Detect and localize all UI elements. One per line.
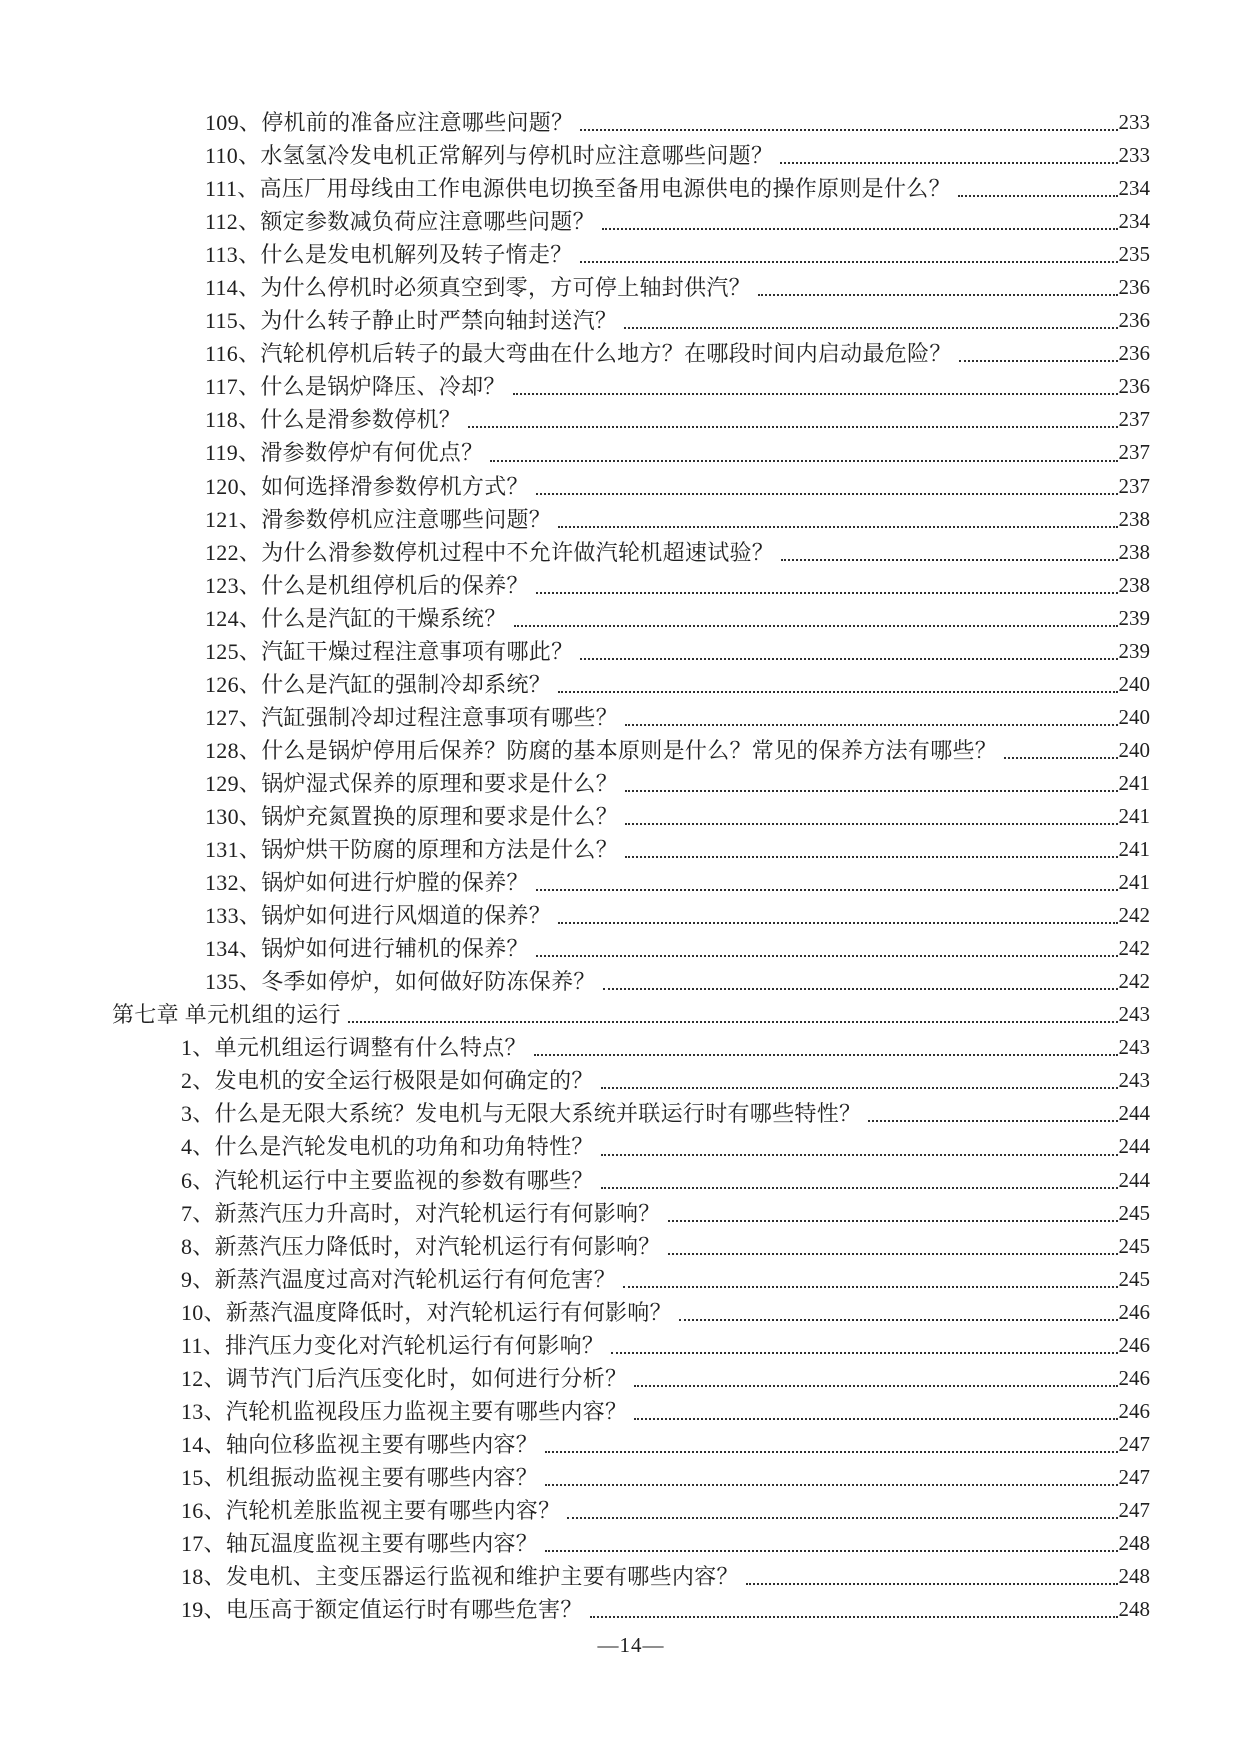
toc-entry-row xyxy=(205,965,1150,998)
toc-entry-title: 109、停机前的准备应注意哪些问题？ xyxy=(205,110,574,135)
toc-entry-title: 8、新蒸汽压力降低时，对汽轮机运行有何影响？ xyxy=(181,1233,661,1259)
toc-entry-title: 113、什么是发电机解列及转子惰走？ xyxy=(205,242,573,268)
toc-entry-title: 133、锅炉如何进行风烟道的保养？ xyxy=(205,903,552,929)
toc-entry-row xyxy=(205,106,1150,139)
toc-entry-row xyxy=(181,1593,1150,1626)
toc-entry-title: 130、锅炉充氮置换的原理和要求是什么？ xyxy=(205,803,619,829)
toc-entry-row xyxy=(205,602,1150,635)
dot-leader xyxy=(490,460,1117,462)
dot-leader xyxy=(780,162,1117,164)
toc-entry-title: 120、如何选择滑参数停机方式？ xyxy=(205,473,529,499)
toc-page-number: 238 xyxy=(1118,572,1150,597)
toc-entry-row xyxy=(205,304,1150,337)
toc-page-number: 236 xyxy=(1118,308,1150,333)
toc-entry-row xyxy=(181,1461,1150,1494)
toc-entry-title: 123、什么是机组停机后的保养？ xyxy=(205,572,529,598)
toc-entry-row xyxy=(205,172,1150,205)
toc-page-number: 247 xyxy=(1118,1497,1150,1522)
dot-leader xyxy=(534,1054,1118,1056)
toc-entry-title: 131、锅炉烘干防腐的原理和方法是什么？ xyxy=(205,837,619,863)
toc-page-number: 247 xyxy=(1118,1464,1150,1489)
toc-entry-row xyxy=(205,139,1150,172)
toc-entry-title: 115、为什么转子静止时严禁向轴封送汽？ xyxy=(205,308,618,334)
toc-entry-title: 2、发电机的安全运行极限是如何确定的？ xyxy=(181,1068,594,1094)
toc-entry-row xyxy=(181,1031,1150,1064)
dot-leader xyxy=(536,889,1118,891)
dot-leader xyxy=(623,1286,1117,1288)
dot-leader xyxy=(758,294,1118,296)
toc-entry-row xyxy=(181,1494,1150,1527)
dot-leader xyxy=(536,592,1118,594)
toc-page-number: 242 xyxy=(1118,969,1150,994)
dot-leader xyxy=(601,1154,1118,1156)
toc-entry-title: 19、电压高于额定值运行时有哪些危害？ xyxy=(181,1597,583,1623)
dot-leader xyxy=(1004,757,1117,759)
toc-page-number: 238 xyxy=(1118,539,1150,564)
toc-entry-title: 121、滑参数停机应注意哪些问题？ xyxy=(205,506,552,532)
toc-entry-row xyxy=(181,1395,1150,1428)
toc-entry-title: 3、什么是无限大系统？发电机与无限大系统并联运行时有哪些特性？ xyxy=(181,1101,862,1127)
dot-leader xyxy=(959,360,1118,362)
toc-entry-row xyxy=(205,899,1150,932)
toc-entry-title: 125、汽缸干燥过程注意事项有哪此？ xyxy=(205,638,574,664)
toc-entry-title: 11、排汽压力变化对汽轮机运行有何影响？ xyxy=(181,1332,605,1358)
toc-page-number: 246 xyxy=(1118,1365,1150,1390)
toc-entry-row xyxy=(181,1263,1150,1296)
toc-entry-row xyxy=(205,668,1150,701)
toc-page-number: 242 xyxy=(1118,903,1150,928)
dot-leader xyxy=(679,1319,1118,1321)
dot-leader xyxy=(625,790,1117,792)
toc-entry-row xyxy=(205,569,1150,602)
toc-entry-row xyxy=(181,1164,1150,1197)
dot-leader xyxy=(545,1484,1117,1486)
toc-entry-title: 7、新蒸汽压力升高时，对汽轮机运行有何影响？ xyxy=(181,1200,661,1226)
dot-leader xyxy=(781,559,1117,561)
toc-page-number: 244 xyxy=(1118,1101,1150,1126)
toc-entry-row xyxy=(205,701,1150,734)
dot-leader xyxy=(580,129,1117,131)
toc-page-number: 248 xyxy=(1118,1531,1150,1556)
toc-chapter-title: 第七章 单元机组的运行 xyxy=(112,1002,341,1028)
dot-leader xyxy=(567,1517,1117,1519)
dot-leader xyxy=(668,1253,1118,1255)
toc-page-number: 233 xyxy=(1118,110,1150,134)
dot-leader xyxy=(513,393,1118,395)
toc-page-number: 240 xyxy=(1118,737,1150,762)
dot-leader xyxy=(348,1021,1118,1023)
toc-entry-row xyxy=(205,503,1150,536)
toc-entry-title: 132、锅炉如何进行炉膛的保养？ xyxy=(205,870,529,896)
toc-entry-title: 4、什么是汽轮发电机的功角和功角特性？ xyxy=(181,1134,594,1160)
toc-page-number: 244 xyxy=(1118,1134,1150,1159)
toc-entry-row xyxy=(205,635,1150,668)
toc-entry-title: 112、额定参数减负荷应注意哪些问题？ xyxy=(205,209,595,235)
toc-entry-title: 111、高压厂用母线由工作电源供电切换至备用电源供电的操作原则是什么？ xyxy=(205,176,951,202)
dot-leader xyxy=(634,1385,1117,1387)
dot-leader xyxy=(601,1187,1118,1189)
toc-page-number: 236 xyxy=(1118,341,1150,366)
toc-entry-title: 129、锅炉湿式保养的原理和要求是什么？ xyxy=(205,770,619,796)
table-of-contents xyxy=(112,106,1150,1658)
dot-leader xyxy=(625,856,1117,858)
toc-page-number: 248 xyxy=(1118,1564,1150,1589)
toc-entry-title: 9、新蒸汽温度过高对汽轮机运行有何危害？ xyxy=(181,1266,617,1292)
dot-leader xyxy=(746,1583,1118,1585)
toc-page-number: 237 xyxy=(1118,440,1150,465)
dot-leader xyxy=(580,658,1117,660)
toc-page-number: 237 xyxy=(1118,473,1150,498)
dot-leader xyxy=(558,526,1117,528)
dot-leader xyxy=(590,1616,1118,1618)
dot-leader xyxy=(611,1352,1117,1354)
toc-entry-row xyxy=(205,238,1150,271)
toc-entry-row xyxy=(205,767,1150,800)
toc-entry-row xyxy=(205,536,1150,569)
dot-leader xyxy=(558,922,1117,924)
toc-entry-title: 15、机组振动监视主要有哪些内容？ xyxy=(181,1464,539,1490)
toc-entry-row xyxy=(181,1130,1150,1163)
toc-entry-row xyxy=(181,1362,1150,1395)
dot-leader xyxy=(625,724,1117,726)
toc-entry-row xyxy=(205,470,1150,503)
toc-entry-title: 6、汽轮机运行中主要监视的参数有哪些？ xyxy=(181,1167,594,1193)
toc-page-number: 240 xyxy=(1118,704,1150,729)
toc-entry-row xyxy=(205,337,1150,370)
toc-entry-title: 13、汽轮机监视段压力监视主要有哪些内容？ xyxy=(181,1398,628,1424)
toc-list xyxy=(112,106,1150,1626)
dot-leader xyxy=(634,1418,1117,1420)
dot-leader xyxy=(668,1220,1118,1222)
toc-page-number: 241 xyxy=(1118,837,1150,862)
toc-page-number: 241 xyxy=(1118,870,1150,895)
toc-page-number: 245 xyxy=(1118,1233,1150,1258)
toc-entry-row xyxy=(181,1329,1150,1362)
toc-entry-title: 135、冬季如停炉，如何做好防冻保养？ xyxy=(205,969,596,995)
dot-leader xyxy=(558,691,1117,693)
dot-leader xyxy=(536,955,1118,957)
toc-page-number: 237 xyxy=(1118,407,1150,432)
toc-entry-title: 126、什么是汽缸的强制冷却系统？ xyxy=(205,671,552,697)
toc-page-number: 240 xyxy=(1118,671,1150,696)
toc-entry-row xyxy=(181,1097,1150,1130)
toc-chapter-row xyxy=(112,998,1150,1031)
toc-entry-row xyxy=(181,1064,1150,1097)
toc-entry-title: 114、为什么停机时必须真空到零，方可停上轴封供汽？ xyxy=(205,275,751,301)
dot-leader xyxy=(468,426,1117,428)
toc-page-number: 245 xyxy=(1118,1200,1150,1225)
toc-page-number: 234 xyxy=(1118,176,1150,201)
toc-entry-title: 14、轴向位移监视主要有哪些内容？ xyxy=(181,1431,539,1457)
toc-entry-row xyxy=(205,205,1150,238)
toc-entry-title: 12、调节汽门后汽压变化时，如何进行分析？ xyxy=(181,1365,628,1391)
toc-entry-title: 128、什么是锅炉停用后保养？防腐的基本原则是什么？常见的保养方法有哪些？ xyxy=(205,737,998,763)
toc-entry-title: 122、为什么滑参数停机过程中不允许做汽轮机超速试验？ xyxy=(205,539,775,565)
dot-leader xyxy=(624,327,1117,329)
toc-entry-row xyxy=(181,1428,1150,1461)
toc-entry-title: 116、汽轮机停机后转子的最大弯曲在什么地方？在哪段时间内启动最危险？ xyxy=(205,341,952,367)
dot-leader xyxy=(580,261,1118,263)
toc-page-number: 242 xyxy=(1118,936,1150,961)
toc-entry-title: 1、单元机组运行调整有什么特点？ xyxy=(181,1035,527,1061)
toc-entry-row xyxy=(181,1230,1150,1263)
toc-page-number: 235 xyxy=(1118,242,1150,267)
dot-leader xyxy=(545,1550,1117,1552)
toc-entry-title: 117、什么是锅炉降压、冷却？ xyxy=(205,374,506,400)
toc-entry-row xyxy=(205,271,1150,304)
toc-entry-row xyxy=(181,1560,1150,1593)
dot-leader xyxy=(545,1451,1117,1453)
toc-entry-title: 16、汽轮机差胀监视主要有哪些内容？ xyxy=(181,1497,561,1523)
toc-page-number: 241 xyxy=(1118,803,1150,828)
toc-page-number: 246 xyxy=(1118,1332,1150,1357)
toc-page-number: 245 xyxy=(1118,1266,1150,1291)
dot-leader xyxy=(958,195,1118,197)
toc-page-number: 236 xyxy=(1118,275,1150,300)
dot-leader xyxy=(625,823,1117,825)
toc-entry-title: 119、滑参数停炉有何优点？ xyxy=(205,440,484,466)
toc-entry-row xyxy=(205,932,1150,965)
toc-page-number: 244 xyxy=(1118,1167,1150,1192)
toc-page-number: 233 xyxy=(1118,143,1150,168)
toc-entry-title: 17、轴瓦温度监视主要有哪些内容？ xyxy=(181,1531,539,1557)
toc-entry-row xyxy=(181,1527,1150,1560)
toc-page-number: 239 xyxy=(1118,638,1150,663)
toc-page-number: 243 xyxy=(1118,1068,1150,1093)
toc-entry-title: 124、什么是汽缸的干燥系统？ xyxy=(205,605,507,631)
toc-entry-title: 118、什么是滑参数停机？ xyxy=(205,407,462,433)
dot-leader xyxy=(514,625,1118,627)
dot-leader xyxy=(536,493,1118,495)
toc-entry-row xyxy=(205,833,1150,866)
dot-leader xyxy=(601,1087,1118,1089)
toc-page-number: 239 xyxy=(1118,605,1150,630)
toc-page-number: 246 xyxy=(1118,1299,1150,1324)
toc-page-number: 241 xyxy=(1118,770,1150,795)
toc-entry-row xyxy=(181,1197,1150,1230)
toc-entry-row xyxy=(205,734,1150,767)
toc-entry-title: 110、水氢氢冷发电机正常解列与停机时应注意哪些问题？ xyxy=(205,143,774,169)
toc-page-number: 247 xyxy=(1118,1431,1150,1456)
toc-entry-row xyxy=(181,1296,1150,1329)
toc-entry-row xyxy=(205,436,1150,469)
toc-entry-row xyxy=(205,403,1150,436)
toc-page-number: 248 xyxy=(1118,1597,1150,1622)
dot-leader xyxy=(868,1120,1117,1122)
toc-page-number: 236 xyxy=(1118,374,1150,399)
toc-entry-row xyxy=(205,866,1150,899)
dot-leader xyxy=(602,228,1118,230)
dot-leader xyxy=(603,988,1118,990)
toc-page-number: 246 xyxy=(1118,1398,1150,1423)
toc-page-number: 234 xyxy=(1118,209,1150,234)
toc-entry-title: 10、新蒸汽温度降低时，对汽轮机运行有何影响？ xyxy=(181,1299,672,1325)
toc-page-number: 243 xyxy=(1118,1002,1150,1027)
toc-entry-title: 134、锅炉如何进行辅机的保养？ xyxy=(205,936,529,962)
page-number-footer: —14— xyxy=(597,1633,665,1658)
toc-entry-row xyxy=(205,370,1150,403)
toc-entry-title: 18、发电机、主变压器运行监视和维护主要有哪些内容？ xyxy=(181,1564,739,1590)
toc-page-number: 238 xyxy=(1118,506,1150,531)
toc-entry-row xyxy=(205,800,1150,833)
toc-entry-title: 127、汽缸强制冷却过程注意事项有哪些？ xyxy=(205,704,619,730)
toc-page-number: 243 xyxy=(1118,1035,1150,1060)
